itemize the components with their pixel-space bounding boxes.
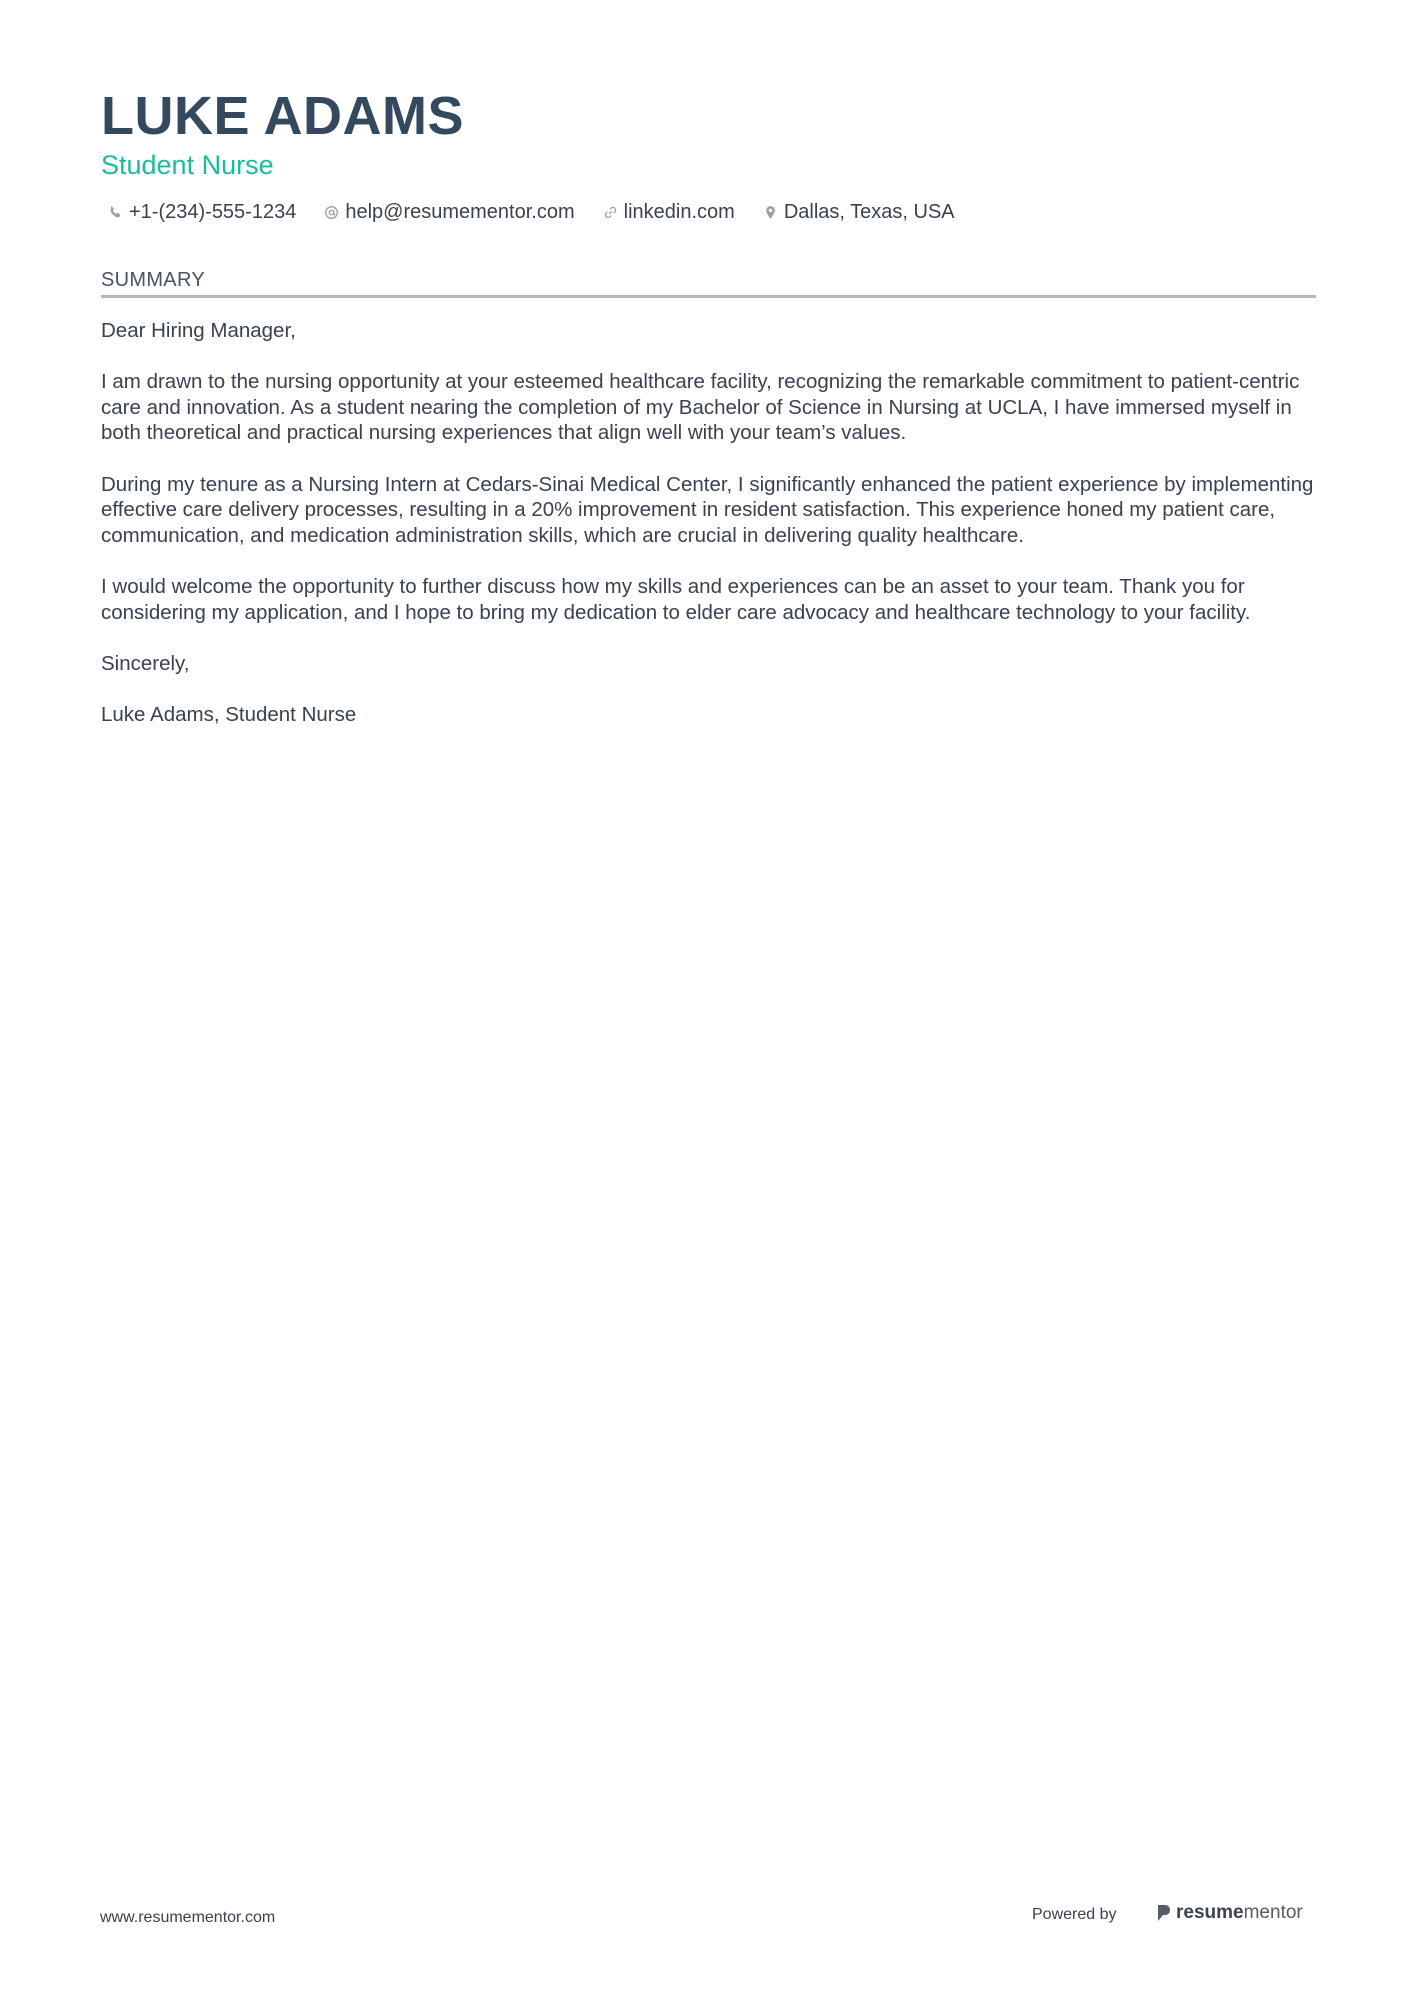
letter-body bbox=[101, 318, 1316, 753]
letter-paragraph: I would welcome the opportunity to further discuss how my skills and experiences can be an asset to your team. Thank you for considering my application, and I hope to bring my dedication to elder care advocacy and healthcare technology to your facility. bbox=[101, 574, 1251, 624]
link-icon bbox=[603, 205, 618, 220]
letter-paragraph: I am drawn to the nursing opportunity at your esteemed healthcare facility, recognizing the remarkable commitment to patient-centric care and innovation. As a student nearing the completion of my Bachelor of Science in Nursing at UCLA, I have immersed myself in both theoretical and practical nursing experiences that align well with your team’s values. bbox=[101, 370, 1300, 445]
linkedin-text: linkedin.com bbox=[623, 200, 735, 223]
contact-phone bbox=[108, 201, 296, 224]
applicant-title: Student Nurse bbox=[101, 150, 274, 180]
letter-closing: Sincerely, bbox=[101, 651, 190, 675]
resumementor-logo-icon bbox=[1156, 1903, 1172, 1923]
contact-email bbox=[324, 201, 574, 224]
letter-signature: Luke Adams, Student Nurse bbox=[101, 702, 357, 726]
section-divider bbox=[101, 295, 1316, 298]
letter-paragraph: During my tenure as a Nursing Intern at Cedars-Sinai Medical Center, I significantly enhanced the patient experience by implementing effective care delivery processes, resulting in a 20% improvement in resident satisfaction. This experience honed my patient care, communication, and medication administration skills, which are crucial in delivering quality healthcare. bbox=[101, 472, 1314, 547]
contact-bar bbox=[108, 197, 983, 227]
location-pin-icon bbox=[763, 205, 778, 220]
footer-powered-by: Powered by bbox=[1032, 1906, 1117, 1923]
footer-website: www.resumementor.com bbox=[100, 1909, 276, 1926]
location-text: Dallas, Texas, USA bbox=[783, 200, 955, 223]
phone-text: +1-(234)-555-1234 bbox=[129, 200, 297, 223]
at-icon bbox=[324, 205, 339, 220]
applicant-name: LUKE ADAMS bbox=[101, 86, 464, 146]
contact-linkedin bbox=[603, 201, 735, 224]
footer-brand bbox=[1156, 1902, 1303, 1924]
phone-icon bbox=[108, 205, 123, 220]
contact-location bbox=[763, 201, 955, 224]
brand-name-bold: resume bbox=[1176, 1902, 1244, 1923]
brand-name-light: mentor bbox=[1243, 1902, 1303, 1923]
email-text: help@resumementor.com bbox=[345, 200, 575, 223]
section-title: SUMMARY bbox=[101, 269, 205, 291]
letter-salutation: Dear Hiring Manager, bbox=[101, 319, 296, 342]
